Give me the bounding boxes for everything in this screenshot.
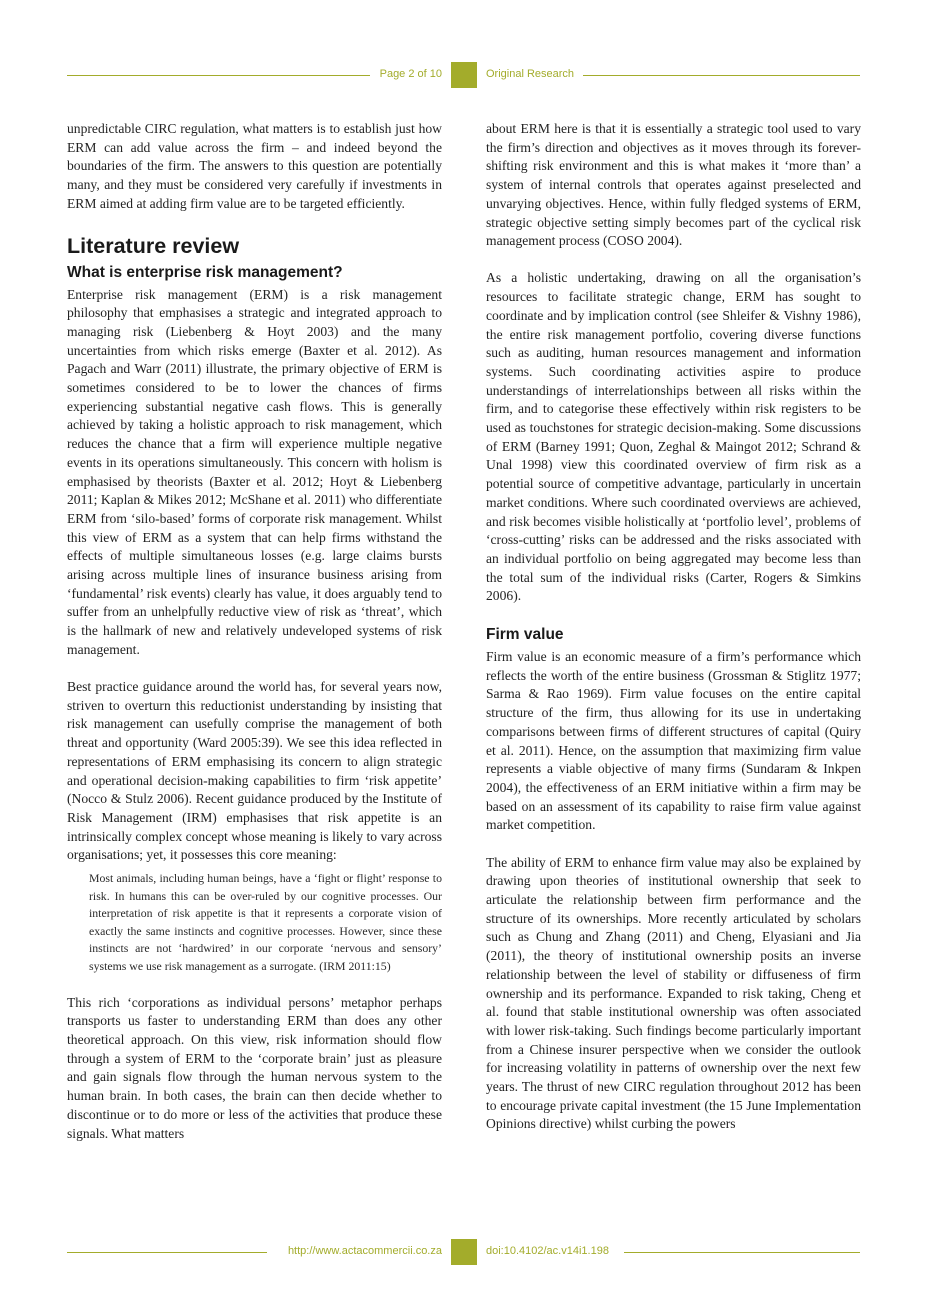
page-header — [0, 62, 925, 90]
header-rule-right — [583, 75, 860, 76]
paragraph-metaphor: This rich ‘corporations as individual persons’ metaphor perhaps transports us faster to understanding ERM than does any other theoretical approach. On this view, risk information should flow through a system of ERM to the ‘corporate brain’ just as pleasure and gain signals flow through the human nervous system to the human brain. In both cases, the brain can then decide whether to discontinue or to do more or less of the activities that produce these signals. What matters — [67, 994, 442, 1141]
footer-accent-square — [451, 1239, 477, 1265]
section-title: Literature review — [67, 233, 240, 258]
paragraph-institutional-ownership: The ability of ERM to enhance firm value may also be explained by drawing upon theories of institutional ownership that seek to articulate the relationship between firm performance and the structure of its ownerships. More recently articulated by scholars such as Chung and Zhang (2011) and Cheng, Elyasiani and Jia (2011), the theory of institutional ownership posits an inverse relationship between the level of stability or diffuseness of firm ownership and its performance. Expanded to risk taking, Cheng et al. found that stable institutional ownership was often associated with lower risk-taking. Such findings become particularly important from a Chinese insurer perspective when we consider the outlook for increasing volatility in patterns of ownership over the next few years. The thrust of new CIRC regulation throughout 2012 has been to encourage private capital investment (the 15 June Implementation Opinions directive) whilst curbing the powers — [486, 854, 861, 1132]
right-column — [486, 120, 861, 1134]
section-label: Original Research — [486, 68, 575, 80]
footer-rule-right — [624, 1252, 860, 1253]
footer-url-link[interactable]: http://www.actacommercii.co.za — [287, 1245, 442, 1257]
paragraph-best-practice: Best practice guidance around the world has, for several years now, striven to overturn this reductionist understanding by insisting that risk management can usefully comprise the management of both threat and opportunity (Ward 2005:39). We see this idea reflected in representations of ERM emphasising its concern to align strategic and operational decision-making capabilities to firm ‘risk appetite’ (Nocco & Stulz 2006). Recent guidance produced by the Institute of Risk Management (IRM) emphasises that risk appetite is an intrinsically complex concept whose meaning is likely to vary across organisations; yet, it possesses this core meaning: — [67, 679, 442, 863]
paragraph-erm-definition: Enterprise risk management (ERM) is a risk management philosophy that emphasises a strategic and integrated approach to managing risk (Liebenberg & Hoyt 2003) and the many uncertainties from which risks emerge (Baxter et al. 2012). As Pagach and Warr (2011) illustrate, the primary objective of ERM is sometimes considered to be to lower the chances of firms experiencing substantial negative cash flows. This is generally achieved by taking a holistic approach to risk management, which reduces the chance that a firm will experience multiple negative events in its operations simultaneously. This concern with holism is emphasised by theorists (Baxter et al. 2012; Hoyt & Liebenberg 2011; Kaplan & Mikes 2012; McShane et al. 2011) who differentiate ERM from ‘silo-based’ forms of corporate risk management. Whilst this view of ERM as a system that can help firms withstand the effects of multiple simultaneous losses (e.g. large claims bursts arising across multiple lines of insurance business arising from ‘fundamental’ risk events) clearly has value, it does arguably tend to suffer from an unhelpfully reductive view of risk as ‘threat’, which is the hallmark of new and relatively undeveloped systems of risk management. — [67, 286, 442, 657]
subsection-title-firm-value: Firm value — [486, 626, 564, 644]
subsection-title-erm: What is enterprise risk management? — [67, 263, 343, 281]
footer-rule-left — [67, 1252, 267, 1253]
paragraph-firm-value: Firm value is an economic measure of a firm’s performance which reflects the worth of the entire business (Grossman & Stiglitz 1977; Sarma & Rao 1969). Firm value focuses on the entire capital structure of the firm, thus allowing for its use in undertaking comparisons between firms of different structures of capital (Quiry et al. 2011). Hence, on the assumption that maximizing firm value represents a viable objective of many firms (Sundaram & Inkpen 2004), the effectiveness of an ERM initiative within a firm may be based on an assessment of its capability to raise firm value against market competition. — [486, 649, 861, 833]
header-accent-square — [451, 62, 477, 88]
intro-paragraph: unpredictable CIRC regulation, what matters is to establish just how ERM can add value across the firm – and indeed beyond the boundaries of the firm. The answers to this question are potentially many, and they must be considered very carefully if investments in ERM aimed at adding firm value are to be targeted efficiently. — [67, 121, 442, 211]
header-rule-left — [67, 75, 370, 76]
paragraph-strategic-tool: about ERM here is that it is essentially a strategic tool used to vary the firm’s direction and objectives as it moves through its forever-shifting risk environment and this is what makes it ‘more than’ a system of internal controls that operates against preselected and unvarying objectives. Hence, within fully fledged systems of ERM, strategic objective setting simply becomes part of the cyclical risk management process (COSO 2004). — [486, 121, 861, 249]
paragraph-holistic: As a holistic undertaking, drawing on all the organisation’s resources to facilitate strategic change, ERM has sought to coordinate and by implication control (see Shleifer & Vishny 1986), the entire risk management portfolio, covering diverse functions such as auditing, human resources management and information systems. Such coordinating activities aspire to produce understandings of interrelationships between all risks within the firm, and to categorise these effectively within risk registers to be used as touchstones for strategic decision-making. Some discussions of ERM (Barney 1991; Quon, Zeghal & Maingot 2012; Schrand & Unal 1998) view this coordinated overview of firm risk as a potential source of competitive advantage, particularly in uncertain market conditions. Where such coordinated overviews are achieved, and risk becomes visible holistically at ‘portfolio level’, problems of ‘cross-cutting’ risks can be addressed and the risks associated with an individual portfolio on being aggregated may become less than the total sum of the individual risks (Carter, Rogers & Simkins 2006). — [486, 270, 861, 604]
page-number: Page 2 of 10 — [379, 68, 442, 80]
page-footer — [0, 1239, 925, 1267]
left-column — [67, 120, 442, 1143]
footer-doi: doi:10.4102/ac.v14i1.198 — [486, 1245, 609, 1257]
block-quote: Most animals, including human beings, have a ‘fight or flight’ response to risk. In humans this can be over-ruled by our cognitive processes. Our interpretation of risk appetite is that it represents a corporate vision of exactly the same instincts and cognitive processes. However, since these instincts are not ‘hardwired’ in our corporate ‘nervous and sensory’ systems we use risk management as a surrogate. (IRM 2011:15) — [89, 871, 442, 973]
